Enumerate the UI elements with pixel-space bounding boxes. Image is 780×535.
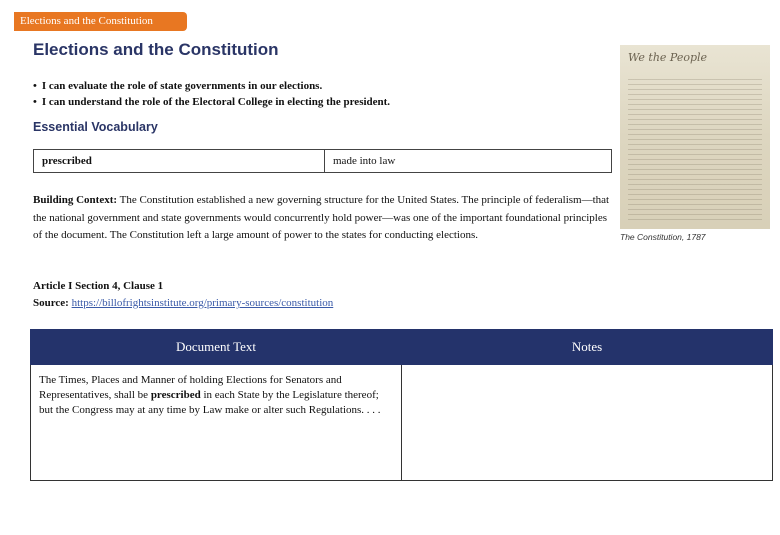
article-block: [33, 278, 333, 312]
document-table: [30, 329, 773, 481]
objective-item: • I can understand the role of the Electoral College in electing the president.: [33, 94, 390, 110]
vocabulary-term: prescribed: [34, 150, 325, 173]
context-lead: Building Context:: [33, 194, 118, 206]
vocabulary-table: [33, 149, 612, 173]
article-title: Article I Section 4, Clause 1: [33, 280, 164, 292]
header-document-text: Document Text: [31, 330, 402, 365]
context-text: The Constitution established a new governing structure for the United States. The principle of federalism—that the national government and state governments would concurrently hold power—was one of the important foundational principles of the document. The Constitution left a large amount of power to the states for conducting elections.: [33, 194, 610, 241]
vocabulary-row: [34, 150, 612, 173]
image-caption: The Constitution, 1787: [620, 232, 706, 242]
page-title: Elections and the Constitution: [33, 40, 279, 59]
document-lines: [628, 75, 762, 221]
objective-item: • I can evaluate the role of state governments in our elections.: [33, 78, 390, 94]
vocabulary-definition: made into law: [325, 150, 612, 173]
header-notes: Notes: [402, 330, 773, 365]
document-table-header: [31, 330, 773, 365]
document-text-cell: [31, 365, 402, 481]
document-text-before: The Times, Places and Manner of holding Elections for Senators and Representatives, shall be: [39, 374, 342, 401]
image-heading: We the People: [628, 51, 708, 64]
document-text-after: in each State by the Legislature thereof; but the Congress may at any time by Law make or alter such Regulations. . . .: [39, 389, 381, 416]
section-tag: Elections and the Constitution: [14, 12, 187, 31]
notes-cell[interactable]: [402, 365, 773, 481]
document-table-row: [31, 365, 773, 481]
source-link[interactable]: https://billofrightsinstitute.org/primary-sources/constitution: [71, 297, 334, 309]
vocabulary-heading: Essential Vocabulary: [33, 120, 158, 134]
learning-objectives: [33, 78, 390, 110]
building-context: [33, 192, 611, 245]
source-label: Source:: [33, 297, 69, 309]
constitution-image: [620, 45, 770, 229]
document-text-bold: prescribed: [150, 389, 201, 401]
source-line: [33, 295, 333, 312]
